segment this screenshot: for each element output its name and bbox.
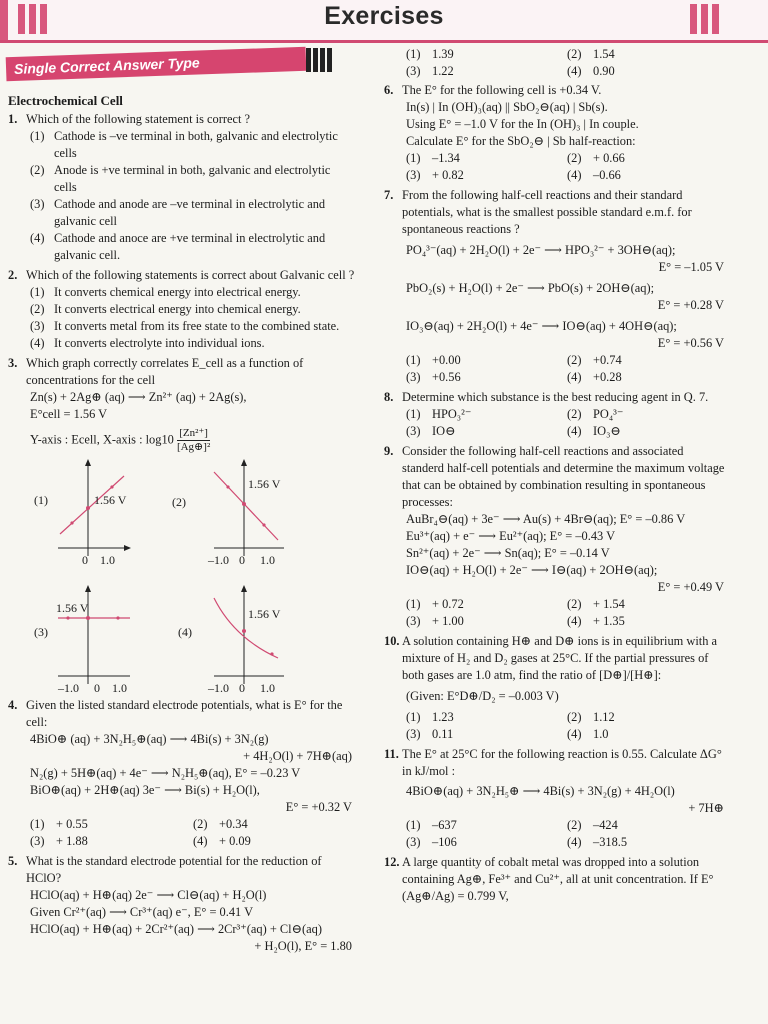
graph-1-label: (1) — [34, 493, 48, 507]
option[interactable]: (2) Anode is +ve terminal in both, galvanic and electrolytic cells — [30, 163, 331, 194]
section-decor-bars — [306, 48, 334, 77]
topic-heading: Electrochemical Cell — [8, 93, 123, 108]
equation-line: 4BiO⊕(aq) + 3N₂H₅⊕ ⟶ 4Bi(s) + 3N₂(g) + 4H₂O(l) — [406, 784, 675, 798]
option[interactable]: (1) + 0.72 — [406, 597, 464, 611]
concentration-ratio: $\frac{\text{[Zn²⁺]}}{\text{[Ag⊕]²}}$ — [176, 427, 211, 453]
equation-line: + H₂O(l), E° = 1.80 — [254, 939, 352, 953]
question-number: 3. — [8, 356, 18, 370]
question-text: Which of the following statement is correct ? — [26, 112, 250, 126]
question-number: 2. — [8, 268, 18, 282]
question-6 — [384, 82, 728, 184]
question-4 — [8, 697, 356, 850]
question-text: Determine which substance is the best reducing agent in Q. 7. — [402, 390, 709, 404]
equation-line: In(s) | In (OH)₃(aq) || SbO₂⊖(aq) | Sb(s). — [406, 100, 608, 114]
equation-line: HClO(aq) + H⊕(aq) 2e⁻ ⟶ Cl⊖(aq) + H₂O(l) — [30, 888, 267, 902]
option[interactable]: (3) IO⊖ — [406, 424, 456, 438]
option[interactable]: (3) + 1.00 — [406, 614, 464, 628]
equation-line: + 7H⊕ — [688, 801, 724, 815]
graph-2-neg-tick: –1.0 — [208, 553, 229, 567]
option[interactable]: (4) –0.66 — [567, 168, 621, 182]
options-grid — [384, 709, 728, 743]
graph-1-origin: 0 — [82, 553, 88, 567]
equation-line: E° = +0.49 V — [657, 580, 724, 594]
question-2 — [8, 267, 356, 352]
option[interactable]: (2) –424 — [567, 818, 618, 832]
question-number: 4. — [8, 698, 18, 712]
option[interactable]: (1) +0.00 — [406, 353, 461, 367]
question-number: 11. — [384, 747, 399, 761]
options-grid — [384, 150, 728, 184]
equation-line: Calculate E° for the SbO₂⊖ | Sb half-reaction: — [406, 134, 636, 148]
option[interactable]: (3) 0.11 — [406, 727, 454, 741]
question-5-options — [384, 46, 728, 80]
question-10 — [384, 633, 728, 743]
options-grid — [8, 816, 356, 850]
option[interactable]: (3) It converts metal from its free state to the combined state. — [30, 319, 340, 333]
option[interactable]: (4) IO₃⊖ — [567, 424, 621, 438]
equation-line: + 4H₂O(l) + 7H⊕(aq) — [243, 749, 352, 763]
question-12 — [384, 854, 728, 905]
question-text: Which of the following statements is correct about Galvanic cell ? — [26, 268, 355, 282]
option[interactable]: (2) 1.12 — [567, 710, 615, 724]
question-text: The E° at 25°C for the following reaction is 0.55. Calculate ΔG° in kJ/mol : — [402, 747, 722, 778]
question-number: 9. — [384, 444, 394, 458]
option[interactable]: (4) + 0.09 — [193, 834, 251, 848]
equation-line: N₂(g) + 5H⊕(aq) + 4e⁻ ⟶ N₂H₅⊕(aq), E° = –0.23 V — [30, 766, 301, 780]
question-number: 7. — [384, 188, 394, 202]
equation-line: Sn²⁺(aq) + 2e⁻ ⟶ Sn(aq); E° = –0.14 V — [406, 546, 610, 560]
option[interactable]: (3) + 0.82 — [406, 168, 464, 182]
option[interactable]: (1) –1.34 — [406, 151, 460, 165]
option[interactable]: (1) –637 — [406, 818, 457, 832]
options-grid — [384, 817, 728, 851]
question-text: Given the listed standard electrode potentials, what is E° for the cell: — [26, 698, 343, 729]
axis-description: Y-axis : Ecell, X-axis : log10 $\frac{\text{[Zn²⁺]}}{\text{[Ag⊕]²}}$ — [30, 427, 211, 453]
option[interactable]: (3) Cathode and anode are –ve terminal in electrolytic and galvanic cell — [30, 197, 326, 228]
right-column — [384, 46, 728, 908]
question-1 — [8, 111, 356, 264]
option[interactable]: (4) Cathode and anoce are +ve terminal in electrolytic and galvanic cell. — [30, 231, 326, 262]
option[interactable]: (2) + 0.66 — [567, 151, 625, 165]
given-data: (Given: E°D⊕/D₂ = –0.003 V) — [406, 689, 559, 703]
graph-3-origin: 0 — [94, 681, 100, 695]
graph-3-tick: 1.0 — [112, 681, 127, 695]
section-banner: Single Correct Answer Type — [6, 47, 307, 81]
question-text: From the following half-cell reactions and their standard potentials, what is the smallest possible standard e.m.f. for spontaneous reactions ? — [402, 188, 692, 236]
option[interactable]: (4) It converts electrolyte into individual ions. — [30, 336, 265, 350]
option[interactable]: (3) +0.56 — [406, 370, 461, 384]
option[interactable]: (1) 1.39 — [406, 47, 454, 61]
equation-line: 4BiO⊕ (aq) + 3N₂H₅⊕(aq) ⟶ 4Bi(s) + 3N₂(g) — [30, 732, 269, 746]
equation-line: PO₄³⁻(aq) + 2H₂O(l) + 2e⁻ ⟶ HPO₃²⁻ + 3OH⊖(aq); — [406, 243, 676, 257]
graph-1-tick: 1.0 — [100, 553, 115, 567]
equation-line: PbO₂(s) + H₂O(l) + 2e⁻ ⟶ PbO(s) + 2OH⊖(aq); — [406, 281, 655, 295]
graph-3-value: 1.56 V — [56, 601, 89, 615]
option[interactable]: (1) + 0.55 — [30, 817, 88, 831]
graph-2-label: (2) — [172, 495, 186, 509]
graph-3-neg-tick: –1.0 — [58, 681, 79, 695]
equation-line: Given Cr²⁺(aq) ⟶ Cr³⁺(aq) e⁻, E° = 0.41 V — [30, 905, 254, 919]
question-number: 8. — [384, 390, 394, 404]
question-11 — [384, 746, 728, 851]
graph-4-origin: 0 — [239, 681, 245, 695]
question-text: Consider the following half-cell reactions and associated standerd half-cell potentials and determine the maximum voltage that can be obtained by combination resulting in spontaneous processes: — [402, 444, 725, 509]
question-number: 12. — [384, 855, 400, 869]
reaction-equation: Zn(s) + 2Ag⊕ (aq) ⟶ Zn²⁺ (aq) + 2Ag(s), — [30, 390, 247, 404]
question-number: 1. — [8, 112, 18, 126]
equation-line: IO⊖(aq) + H₂O(l) + 2e⁻ ⟶ I⊖(aq) + 2OH⊖(aq); — [406, 563, 658, 577]
question-number: 10. — [384, 634, 400, 648]
graph-2-value: 1.56 V — [248, 477, 281, 491]
option[interactable]: (3) –106 — [406, 835, 457, 849]
graph-4-tick: 1.0 — [260, 681, 275, 695]
equation-line: BiO⊕(aq) + 2H⊕(aq) 3e⁻ ⟶ Bi(s) + H₂O(l), — [30, 783, 260, 797]
option[interactable]: (4) –318.5 — [567, 835, 628, 849]
question-text: A large quantity of cobalt metal was dropped into a solution containing Ag⊕, Fe³⁺ and Cu²⁺, all at unit concentration. If E° (Ag⊕/Ag) = 0.799 V, — [402, 855, 714, 903]
options-grid — [384, 352, 728, 386]
question-text: Which graph correctly correlates E_cell as a function of concentrations for the cell — [26, 356, 304, 387]
equation-line: Eu³⁺(aq) + e⁻ ⟶ Eu²⁺(aq); E° = –0.43 V — [406, 529, 616, 543]
options-grid — [384, 406, 728, 440]
left-column — [8, 92, 356, 958]
question-9 — [384, 443, 728, 630]
equation-line: E° = +0.28 V — [657, 298, 724, 312]
question-5 — [8, 853, 356, 955]
question-3 — [8, 355, 356, 694]
graph-4-neg-tick: –1.0 — [208, 681, 229, 695]
option[interactable]: (2) It converts electrical energy into chemical energy. — [30, 302, 301, 316]
option[interactable]: (1) Cathode is –ve terminal in both, galvanic and electrolytic cells — [30, 129, 338, 160]
equation-line: E° = –1.05 V — [658, 260, 724, 274]
equation-line: E° = +0.32 V — [285, 800, 352, 814]
equation-line: E° = +0.56 V — [657, 336, 724, 350]
graph-2-tick: 1.0 — [260, 553, 275, 567]
option[interactable]: (2) 1.54 — [567, 47, 615, 61]
graph-3-label: (3) — [34, 625, 48, 639]
option[interactable]: (1) 1.23 — [406, 710, 454, 724]
equation-line: Using E° = –1.0 V for the In (OH)₃ | In couple. — [406, 117, 639, 131]
graph-2-origin: 0 — [239, 553, 245, 567]
option[interactable]: (2) PO₄³⁻ — [567, 407, 624, 421]
options-grid — [384, 596, 728, 630]
option[interactable]: (1) It converts chemical energy into electrical energy. — [30, 285, 301, 299]
option[interactable]: (3) + 1.88 — [30, 834, 88, 848]
graph-options — [8, 458, 356, 694]
option[interactable]: (3) 1.22 — [406, 64, 454, 78]
option[interactable]: (4) +0.28 — [567, 370, 622, 384]
equation-line: AuBr₄⊖(aq) + 3e⁻ ⟶ Au(s) + 4Br⊖(aq); E° = –0.86 V — [406, 512, 686, 526]
question-text: The E° for the following cell is +0.34 V. — [402, 83, 602, 97]
graph-1-value: 1.56 V — [94, 493, 127, 507]
graph-2[interactable] — [214, 459, 284, 556]
graph-4-label: (4) — [178, 625, 192, 639]
question-text: A solution containing H⊕ and D⊕ ions is in equilibrium with a mixture of H₂ and D₂ gases at 25°C. If the partial pressures of both gases are 1.0 atm, find the ratio of [D⊕]/[H⊕]: — [402, 634, 718, 682]
question-text: What is the standard electrode potential for the reduction of HClO? — [26, 854, 322, 885]
question-7 — [384, 187, 728, 386]
option[interactable]: (1) HPO₃²⁻ — [406, 407, 472, 421]
option[interactable]: (4) + 1.35 — [567, 614, 625, 628]
graph-4[interactable] — [214, 585, 284, 684]
option[interactable]: (4) 1.0 — [567, 727, 609, 741]
graph-4-value: 1.56 V — [248, 607, 281, 621]
option[interactable]: (2) +0.34 — [193, 817, 248, 831]
equation-line: HClO(aq) + H⊕(aq) + 2Cr²⁺(aq) ⟶ 2Cr³⁺(aq) + Cl⊖(aq) — [30, 922, 322, 936]
cell-potential: E°cell = 1.56 V — [30, 407, 108, 421]
question-number: 5. — [8, 854, 18, 868]
page-header — [0, 0, 768, 43]
question-8 — [384, 389, 728, 440]
page-title: Exercises — [324, 2, 444, 30]
option[interactable]: (2) + 1.54 — [567, 597, 625, 611]
option[interactable]: (2) +0.74 — [567, 353, 622, 367]
equation-line: IO₃⊖(aq) + 2H₂O(l) + 4e⁻ ⟶ IO⊖(aq) + 4OH⊖(aq); — [406, 319, 677, 333]
question-number: 6. — [384, 83, 394, 97]
option[interactable]: (4) 0.90 — [567, 64, 615, 78]
